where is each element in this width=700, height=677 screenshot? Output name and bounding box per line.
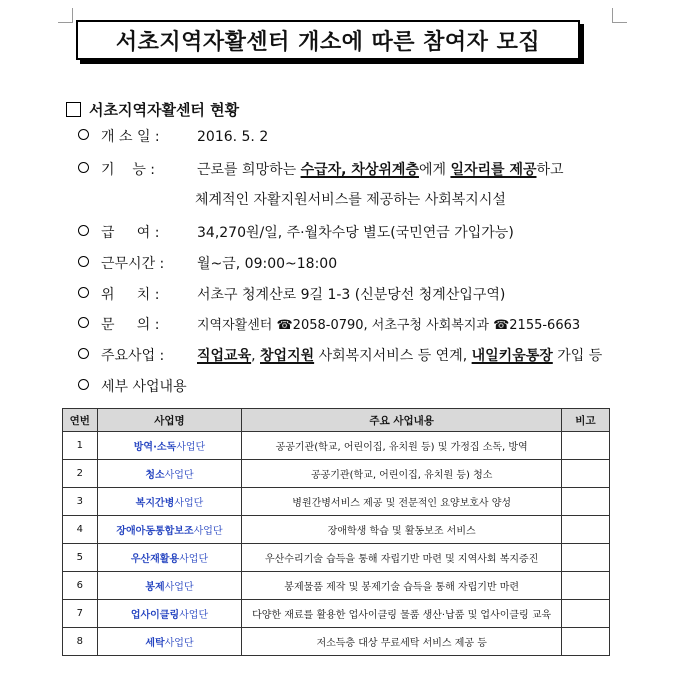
- field-value-part: ,: [251, 348, 261, 364]
- business-description: 다양한 재료를 활용한 업사이클링 물품 생산·납품 및 업사이클링 교육: [242, 600, 561, 628]
- field-label: 기 능 :: [101, 162, 156, 178]
- field-value-part: 근로를 희망하는: [197, 162, 301, 178]
- business-name-key: 업사이클링: [130, 610, 180, 621]
- field-main-business: [78, 345, 602, 365]
- business-name-suffix: 사업단: [179, 554, 209, 565]
- field-label: 위 치 :: [101, 287, 160, 303]
- field-value: 지역자활센터 ☎2058-0790, 서초구청 사회복지과 ☎2155-6663: [197, 318, 581, 333]
- business-name-suffix: 사업단: [176, 442, 206, 453]
- row-number: 1: [63, 432, 98, 460]
- table-row: [63, 488, 610, 516]
- page-title: 서초지역자활센터 개소에 따른 참여자 모집: [115, 29, 541, 55]
- business-name-suffix: 사업단: [193, 526, 223, 537]
- business-name: [97, 600, 242, 628]
- business-description: 공공기관(학교, 어린이집, 유치원 등) 및 가정집 소독, 방역: [242, 432, 561, 460]
- field-pay: [78, 222, 514, 242]
- table-row: [63, 460, 610, 488]
- table-row: [63, 432, 610, 460]
- business-name: [97, 516, 242, 544]
- business-name-key: 복지간병: [135, 498, 175, 509]
- title-box: [76, 20, 580, 60]
- business-note: [561, 460, 609, 488]
- field-contact: [78, 314, 580, 334]
- table-row: [63, 600, 610, 628]
- row-number: 6: [63, 572, 98, 600]
- field-value-part: 에게: [418, 162, 451, 178]
- business-note: [561, 572, 609, 600]
- field-value-emphasis: 수급자, 차상위계층: [300, 162, 419, 178]
- business-name: [97, 572, 242, 600]
- business-description: 저소득층 대상 무료세탁 서비스 제공 등: [242, 628, 561, 656]
- page-corner-mark: [612, 8, 627, 23]
- business-name-key: 장애아동통합보조: [116, 526, 194, 537]
- circle-bullet-icon: [78, 317, 89, 328]
- business-note: [561, 544, 609, 572]
- business-name-key: 방역·소독: [133, 442, 177, 453]
- business-note: [561, 516, 609, 544]
- business-name: [97, 460, 242, 488]
- field-value: 체계적인 자활지원서비스를 제공하는 사회복지시설: [195, 192, 506, 208]
- circle-bullet-icon: [78, 348, 89, 359]
- table-row: [63, 628, 610, 656]
- circle-bullet-icon: [78, 129, 89, 140]
- row-number: 3: [63, 488, 98, 516]
- field-label: 주요사업 :: [101, 348, 165, 364]
- field-value-part: 사회복지서비스 등 연계,: [314, 348, 472, 364]
- circle-bullet-icon: [78, 379, 89, 390]
- table-row: [63, 572, 610, 600]
- business-description: 병원간병서비스 제공 및 전문적인 요양보호사 양성: [242, 488, 561, 516]
- business-name-key: 청소: [145, 470, 165, 481]
- business-description: 공공기관(학교, 어린이집, 유치원 등) 청소: [242, 460, 561, 488]
- row-number: 2: [63, 460, 98, 488]
- business-name: [97, 628, 242, 656]
- business-name-suffix: 사업단: [164, 638, 194, 649]
- field-label: 근무시간 :: [101, 256, 165, 272]
- field-value-emphasis: 일자리를 제공: [450, 162, 537, 178]
- business-description: 봉제물품 제작 및 봉제기술 습득을 통해 자립기반 마련: [242, 572, 561, 600]
- business-name: [97, 488, 242, 516]
- checkbox-square-icon: [66, 102, 81, 117]
- field-detail: [78, 376, 187, 396]
- business-description: 우산수리기술 습득을 통해 자립기반 마련 및 지역사회 복지증진: [242, 544, 561, 572]
- business-note: [561, 488, 609, 516]
- table-header-row: [63, 409, 610, 432]
- business-name-key: 우산재활용: [130, 554, 180, 565]
- table-row: [63, 516, 610, 544]
- field-value-part: 가입 등: [552, 348, 603, 364]
- circle-bullet-icon: [78, 256, 89, 267]
- field-label: 문 의 :: [101, 317, 160, 333]
- business-name-suffix: 사업단: [174, 498, 204, 509]
- circle-bullet-icon: [78, 225, 89, 236]
- business-note: [561, 628, 609, 656]
- field-value: 2016. 5. 2: [197, 129, 269, 145]
- field-label: 급 여 :: [101, 225, 160, 241]
- business-name: [97, 432, 242, 460]
- table-header-cell: 주요 사업내용: [242, 409, 561, 432]
- field-value-emphasis: 직업교육: [197, 348, 252, 364]
- table-header-cell: 비고: [561, 409, 609, 432]
- field-hours: [78, 253, 337, 273]
- page-corner-mark: [58, 8, 73, 23]
- business-name-suffix: 사업단: [164, 470, 194, 481]
- row-number: 7: [63, 600, 98, 628]
- field-location: [78, 284, 505, 304]
- table-header-cell: 연번: [63, 409, 98, 432]
- row-number: 4: [63, 516, 98, 544]
- section-title: 서초지역자활센터 현황: [89, 101, 240, 119]
- row-number: 5: [63, 544, 98, 572]
- row-number: 8: [63, 628, 98, 656]
- business-name-suffix: 사업단: [179, 610, 209, 621]
- section-heading: [66, 99, 239, 120]
- business-name: [97, 544, 242, 572]
- circle-bullet-icon: [78, 162, 89, 173]
- business-name-key: 세탁: [145, 638, 165, 649]
- business-name-suffix: 사업단: [164, 582, 194, 593]
- field-value: 34,270원/일, 주·월차수당 별도(국민연금 가입가능): [197, 225, 514, 241]
- business-note: [561, 432, 609, 460]
- business-description: 장애학생 학습 및 활동보조 서비스: [242, 516, 561, 544]
- field-open-date: [78, 126, 268, 146]
- field-value: 월~금, 09:00~18:00: [197, 256, 338, 272]
- field-value: 서초구 청계산로 9길 1-3 (신분당선 청계산입구역): [197, 287, 506, 303]
- circle-bullet-icon: [78, 287, 89, 298]
- field-function-line2: [195, 189, 506, 209]
- business-note: [561, 600, 609, 628]
- business-name-key: 봉제: [145, 582, 165, 593]
- field-value-emphasis: 창업지원: [260, 348, 315, 364]
- business-table: [62, 408, 610, 656]
- field-function: [78, 159, 564, 179]
- table-row: [63, 544, 610, 572]
- field-value-emphasis: 내일키움통장: [471, 348, 553, 364]
- field-value-part: 하고: [536, 162, 564, 178]
- table-header-cell: 사업명: [97, 409, 242, 432]
- field-label: 개 소 일 :: [101, 129, 160, 145]
- field-value: 세부 사업내용: [101, 379, 187, 395]
